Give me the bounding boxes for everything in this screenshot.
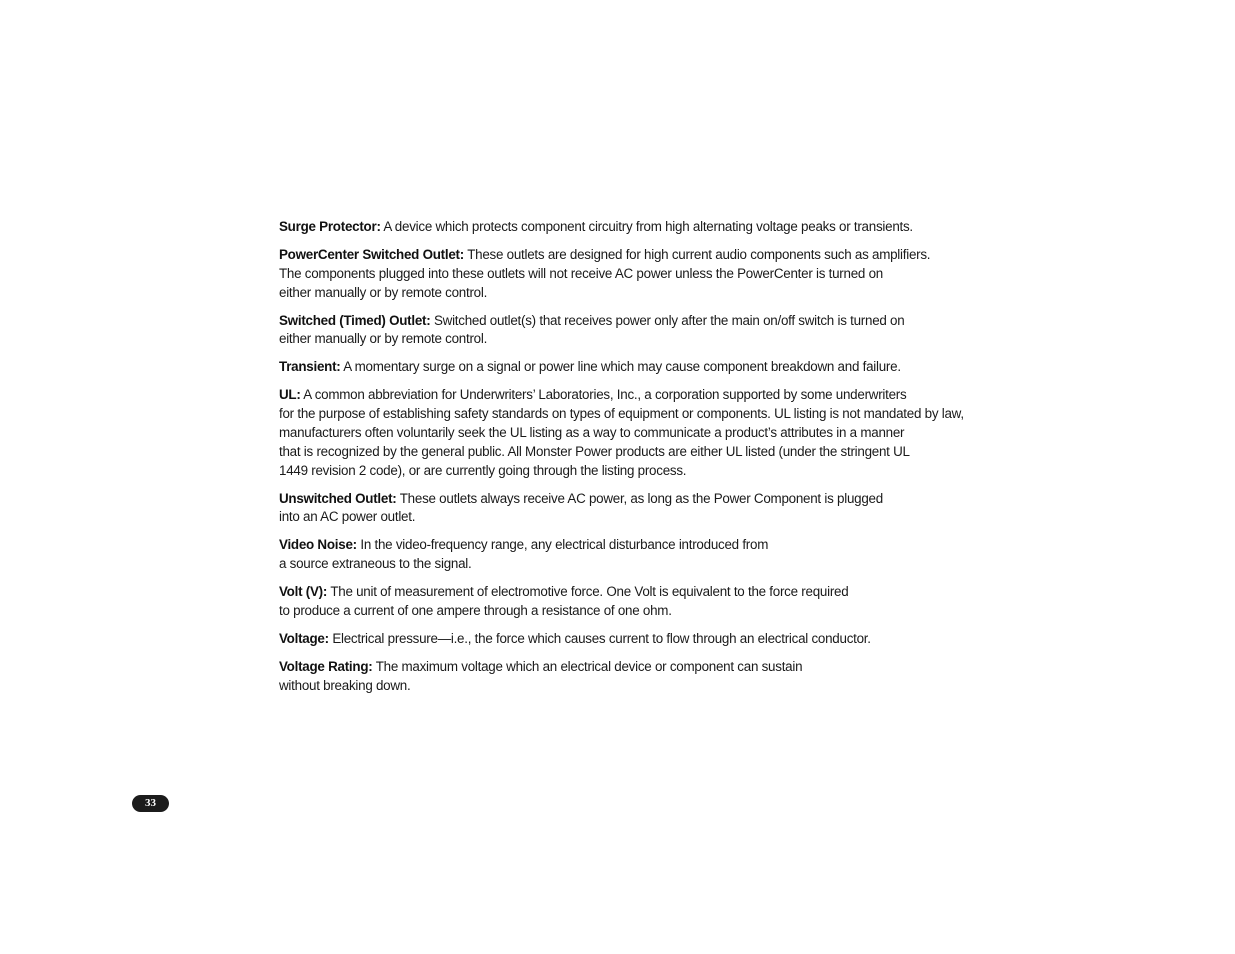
definition-text: to produce a current of one ampere through a resistance of one ohm. (279, 602, 672, 618)
glossary-entry-ul (279, 386, 964, 480)
entry-line (279, 658, 959, 677)
glossary-entry-voltage (279, 630, 959, 649)
definition-text: The maximum voltage which an electrical device or component can sustain (375, 658, 803, 674)
page-number-badge: 33 (132, 795, 169, 812)
glossary-entry-powercenter-switched-outlet (279, 246, 959, 302)
glossary-entry-switched-timed-outlet (279, 312, 959, 350)
definition-text: In the video-frequency range, any electrical disturbance introduced from (360, 537, 769, 553)
definition-text: The unit of measurement of electromotive force. One Volt is equivalent to the force required (330, 584, 849, 600)
glossary-term: Unswitched Outlet: (279, 490, 397, 506)
entry-line (279, 536, 959, 555)
glossary-term: Surge Protector: (279, 219, 381, 234)
definition-text: that is recognized by the general public. All Monster Power products are either UL listed (under the stringent UL (279, 443, 910, 459)
glossary (279, 218, 964, 705)
definition-text: into an AC power outlet. (279, 509, 416, 525)
entry-line (279, 630, 959, 649)
definition-text: A common abbreviation for Underwriters’ Laboratories, Inc., a corporation supported by some underwriters (303, 387, 907, 403)
entry-line (279, 490, 959, 509)
definition-text: A device which protects component circuitry from high alternating voltage peaks or transients. (383, 219, 913, 234)
glossary-term: Volt (V): (279, 584, 328, 600)
entry-line (279, 583, 959, 602)
definition-text: without breaking down. (279, 677, 411, 693)
glossary-entry-voltage-rating (279, 658, 959, 696)
glossary-term: PowerCenter Switched Outlet: (279, 246, 464, 262)
definition-text: a source extraneous to the signal. (279, 556, 472, 572)
glossary-entry-transient (279, 358, 959, 377)
definition-text: manufacturers often voluntarily seek the UL listing as a way to communicate a product’s attributes in a manner (279, 424, 905, 440)
glossary-entry-surge-protector (279, 218, 959, 237)
glossary-entry-unswitched-outlet (279, 490, 959, 528)
definition-text: 1449 revision 2 code), or are currently going through the listing process. (279, 462, 687, 478)
glossary-term: Transient: (279, 359, 341, 375)
definition-text: The components plugged into these outlets will not receive AC power unless the PowerCenter is turned on (279, 265, 883, 281)
glossary-entry-video-noise (279, 536, 959, 574)
glossary-term: Video Noise: (279, 537, 357, 553)
entry-line (279, 386, 959, 405)
glossary-term: UL: (279, 387, 301, 403)
entry-line (279, 358, 959, 377)
definition-text: Switched outlet(s) that receives power only after the main on/off switch is turned on (433, 312, 905, 328)
definition-text: either manually or by remote control. (279, 284, 488, 300)
definition-text: for the purpose of establishing safety standards on types of equipment or components. UL listing is not mandated by law, (279, 406, 964, 422)
glossary-term: Voltage: (279, 630, 329, 646)
definition-text: These outlets are designed for high current audio components such as amplifiers. (467, 246, 931, 262)
definition-text: These outlets always receive AC power, as long as the Power Component is plugged (399, 490, 883, 506)
entry-line (279, 246, 959, 265)
entry-line (279, 312, 959, 331)
glossary-entry-volt (279, 583, 959, 621)
glossary-term: Voltage Rating: (279, 658, 373, 674)
glossary-term: Switched (Timed) Outlet: (279, 312, 431, 328)
entry-line (279, 218, 959, 237)
definition-text: either manually or by remote control. (279, 331, 488, 347)
definition-text: Electrical pressure—i.e., the force which causes current to flow through an electrical conductor. (332, 630, 871, 646)
definition-text: A momentary surge on a signal or power line which may cause component breakdown and failure. (343, 359, 901, 375)
